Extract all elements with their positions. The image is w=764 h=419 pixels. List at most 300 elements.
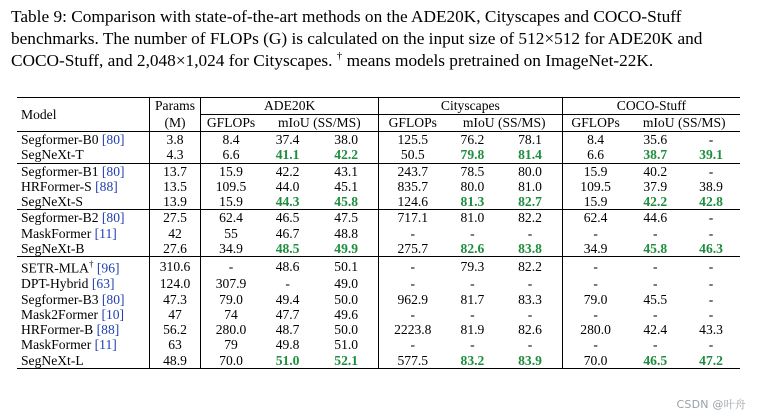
model-name: SegNeXt-S [21, 194, 83, 210]
table-cell [447, 226, 499, 241]
table-cell [314, 179, 378, 194]
city-gflops-cell: 125.5 [397, 132, 429, 147]
city-gflops-cell: - [410, 225, 416, 241]
table-cell [498, 241, 562, 257]
table-cell [314, 194, 378, 210]
table-cell [149, 257, 201, 276]
table-cell [378, 322, 446, 337]
table-cell [378, 292, 446, 307]
ade-gflops-cell: 8.4 [222, 132, 240, 147]
ade-miou-ms-cell: 50.0 [334, 291, 359, 307]
ade-miou-ss-cell: 48.7 [275, 322, 300, 338]
table-row [17, 337, 740, 352]
table-cell [682, 210, 740, 226]
coco-miou-ss-cell: - [652, 306, 658, 322]
table-cell [562, 292, 628, 307]
ade-miou-ms-cell: 45.8 [334, 194, 359, 210]
table-cell [314, 241, 378, 257]
dagger-mark: † [88, 259, 94, 270]
ade-miou-ss-cell: 49.8 [275, 337, 300, 353]
table-cell [447, 353, 499, 369]
table-cell [314, 132, 378, 148]
city-miou-ms-cell: - [527, 337, 533, 353]
table-cell [498, 353, 562, 369]
model-name-cell [17, 337, 149, 352]
city-miou-ss-cell: 79.8 [460, 147, 485, 163]
coco-miou-ms-cell: 38.9 [699, 178, 723, 194]
city-gflops-cell: 835.7 [397, 178, 429, 194]
city-miou-ss-cell: 81.7 [460, 291, 485, 307]
ade-miou-ms-cell: 42.2 [334, 147, 359, 163]
table-cell [562, 322, 628, 337]
table-cell [562, 194, 628, 210]
table-cell [682, 194, 740, 210]
coco-miou-ms-cell: - [708, 225, 714, 241]
table-cell [149, 292, 201, 307]
table-cell [378, 337, 446, 352]
table-row [17, 194, 740, 210]
coco-miou-ss-cell: 38.7 [643, 147, 668, 163]
model-name: SegNeXt-L [21, 352, 84, 368]
table-row [17, 226, 740, 241]
coco-miou-ms-cell: 39.1 [699, 147, 723, 163]
ade-miou-ms-cell: 49.9 [334, 241, 359, 257]
table-cell [682, 353, 740, 369]
table-cell [149, 276, 201, 291]
ade-miou-ms-cell: 52.1 [334, 352, 359, 368]
coco-gflops-cell: 70.0 [583, 352, 608, 368]
citation-link[interactable]: [10] [101, 306, 125, 322]
ade-miou-ss-cell: 48.6 [275, 259, 300, 275]
coco-gflops-cell: 62.4 [583, 210, 608, 226]
table-cell [314, 257, 378, 276]
table-cell [261, 194, 315, 210]
table-cell [498, 147, 562, 163]
table-cell [498, 292, 562, 307]
table-cell [628, 179, 682, 194]
table-cell [261, 147, 315, 163]
coco-gflops-cell: 15.9 [583, 194, 608, 210]
model-name-cell [17, 307, 149, 322]
table-cell [562, 353, 628, 369]
table-cell [628, 147, 682, 163]
table-cell [628, 194, 682, 210]
table-cell [447, 292, 499, 307]
coco-miou-ss-cell: 35.6 [643, 132, 668, 147]
coco-miou-ss-cell: 46.5 [643, 352, 668, 368]
model-name-cell [17, 257, 149, 276]
ade-gflops-cell: 15.9 [219, 163, 243, 179]
table-cell [498, 210, 562, 226]
header-coco-stuff: COCO-Stuff [562, 98, 740, 115]
coco-gflops-cell: - [593, 337, 598, 353]
ade-miou-ss-cell: 44.0 [275, 178, 300, 194]
table-row [17, 163, 740, 179]
table-cell [562, 241, 628, 257]
citation-link[interactable]: [11] [94, 337, 117, 353]
table-cell [562, 226, 628, 241]
ade-gflops-cell: 109.5 [215, 178, 247, 194]
ade-miou-ss-cell: 49.4 [275, 291, 300, 307]
params-cell: 27.6 [163, 241, 187, 257]
table-cell [628, 132, 682, 148]
table-cell [314, 292, 378, 307]
ade-miou-ms-cell: 38.0 [334, 132, 359, 147]
table-cell [628, 353, 682, 369]
ade-miou-ss-cell: 46.7 [275, 225, 300, 241]
table-cell [628, 337, 682, 352]
table-cell [149, 194, 201, 210]
citation-link[interactable]: [80] [101, 163, 125, 179]
table-cell [201, 241, 261, 257]
table-cell [149, 241, 201, 257]
table-row [17, 257, 740, 276]
coco-miou-ms-cell: 43.3 [699, 322, 723, 338]
ade-miou-ms-cell: 49.0 [334, 276, 359, 292]
coco-miou-ss-cell: 42.4 [643, 322, 668, 338]
table-cell [447, 194, 499, 210]
city-gflops-cell: - [410, 306, 416, 322]
coco-gflops-cell: - [593, 259, 598, 275]
table-cell [628, 307, 682, 322]
table-cell [447, 147, 499, 163]
model-name-cell [17, 132, 149, 148]
coco-gflops-cell: 6.6 [587, 147, 605, 163]
coco-miou-ms-cell: 47.2 [699, 352, 723, 368]
city-miou-ms-cell: 83.3 [518, 291, 542, 307]
table-row [17, 132, 740, 148]
table-cell [314, 337, 378, 352]
table-cell [498, 194, 562, 210]
table-row [17, 241, 740, 257]
coco-miou-ms-cell: - [708, 163, 714, 179]
table-cell [201, 210, 261, 226]
coco-gflops-cell: 79.0 [583, 291, 608, 307]
params-cell: 124.0 [159, 276, 191, 292]
city-gflops-cell: 124.6 [397, 194, 429, 210]
table-cell [682, 292, 740, 307]
table-cell [562, 257, 628, 276]
coco-miou-ms-cell: - [708, 276, 714, 292]
coco-gflops-cell: - [593, 306, 598, 322]
header-city-miou: mIoU (SS/MS) [447, 115, 563, 132]
model-name-cell [17, 210, 149, 226]
city-miou-ms-cell: - [527, 306, 533, 322]
table-cell [149, 322, 201, 337]
model-name-cell [17, 241, 149, 257]
model-name-cell [17, 179, 149, 194]
ade-gflops-cell: 62.4 [219, 210, 243, 226]
table-cell [498, 257, 562, 276]
table-cell [261, 322, 315, 337]
table-cell [498, 276, 562, 291]
watermark: CSDN @叶舟 [676, 398, 746, 411]
table-cell [314, 322, 378, 337]
params-cell: 13.9 [163, 194, 187, 210]
ade-miou-ss-cell: 41.1 [275, 147, 300, 163]
ade-gflops-cell: 34.9 [219, 241, 243, 257]
citation-link[interactable]: [11] [94, 225, 117, 241]
model-name-cell [17, 194, 149, 210]
city-miou-ms-cell: 80.0 [518, 163, 542, 179]
params-cell: 4.3 [166, 147, 184, 163]
table-cell [447, 257, 499, 276]
city-miou-ms-cell: 83.9 [518, 352, 542, 368]
ade-miou-ss-cell: - [285, 276, 290, 292]
table-cell [562, 337, 628, 352]
table-cell [498, 179, 562, 194]
ade-miou-ss-cell: 48.5 [275, 241, 300, 257]
ade-miou-ss-cell: 51.0 [275, 352, 300, 368]
city-gflops-cell: 50.5 [400, 147, 425, 163]
ade-miou-ms-cell: 50.1 [334, 259, 359, 275]
table-cell [628, 276, 682, 291]
model-name: HRFormer-S [21, 178, 92, 194]
caption-suffix: means models pretrained on ImageNet-22K. [346, 51, 654, 70]
table-cell [682, 226, 740, 241]
table-cell [314, 353, 378, 369]
ade-miou-ss-cell: 37.4 [275, 132, 300, 147]
params-cell: 48.9 [163, 352, 187, 368]
header-coco-gflops: GFLOPs [571, 115, 620, 130]
model-name: MaskFormer [21, 337, 92, 353]
caption-text: Table 9: Comparison with state-of-the-art methods on the ADE20K, Cityscapes and COCO-Stuff benchmarks. The number of FLOPs (G) is calculated on the input size of 512×512 for ADE20K and COCO-Stuff, and 2,048×1,024 for Cityscapes. [11, 7, 703, 70]
table-cell [201, 132, 261, 148]
header-coco-miou: mIoU (SS/MS) [642, 115, 726, 130]
ade-gflops-cell: 79 [224, 337, 238, 353]
table-row [17, 353, 740, 369]
table-cell [447, 163, 499, 179]
citation-link[interactable]: [88] [95, 178, 118, 194]
model-name: DPT-Hybrid [21, 276, 89, 292]
ade-miou-ms-cell: 43.1 [334, 163, 359, 179]
table-cell [682, 179, 740, 194]
city-miou-ms-cell: 82.2 [518, 259, 542, 275]
table-cell [498, 337, 562, 352]
coco-miou-ss-cell: - [652, 337, 658, 353]
params-cell: 310.6 [159, 259, 191, 275]
coco-miou-ms-cell: 46.3 [699, 241, 723, 257]
city-miou-ss-cell: - [470, 306, 475, 322]
city-miou-ms-cell: 81.0 [518, 178, 542, 194]
table-cell [201, 257, 261, 276]
table-cell [562, 307, 628, 322]
citation-link[interactable]: [80] [101, 132, 125, 147]
table-cell [201, 322, 261, 337]
citation-link[interactable]: [63] [91, 276, 115, 292]
city-miou-ss-cell: 81.3 [460, 194, 485, 210]
coco-miou-ms-cell: - [708, 291, 714, 307]
coco-gflops-cell: 34.9 [583, 241, 608, 257]
model-name: HRFormer-B [21, 322, 94, 338]
city-gflops-cell: 275.7 [397, 241, 429, 257]
city-miou-ms-cell: - [527, 276, 533, 292]
table-cell [261, 257, 315, 276]
table-cell [682, 307, 740, 322]
table-cell [498, 163, 562, 179]
city-miou-ss-cell: - [470, 337, 475, 353]
model-name: Mask2Former [21, 306, 99, 322]
table-cell [628, 292, 682, 307]
city-miou-ms-cell: 78.1 [518, 132, 542, 147]
city-miou-ss-cell: - [470, 225, 475, 241]
table-cell [149, 179, 201, 194]
table-caption [11, 6, 753, 72]
model-name: Segformer-B1 [21, 163, 99, 179]
model-name-cell [17, 292, 149, 307]
table-cell [628, 257, 682, 276]
table-cell [447, 241, 499, 257]
table-row [17, 147, 740, 163]
coco-miou-ms-cell: - [708, 210, 714, 226]
dagger-mark: † [336, 50, 343, 63]
table-cell [314, 226, 378, 241]
params-cell: 42 [168, 225, 182, 241]
table-cell [261, 337, 315, 352]
table-cell [149, 147, 201, 163]
ade-miou-ms-cell: 51.0 [334, 337, 359, 353]
coco-miou-ss-cell: 45.8 [643, 241, 668, 257]
table-cell [447, 179, 499, 194]
params-cell: 56.2 [163, 322, 187, 338]
table-cell [498, 307, 562, 322]
city-miou-ss-cell: - [470, 276, 475, 292]
table-cell [314, 307, 378, 322]
city-miou-ss-cell: 79.3 [460, 259, 485, 275]
table-cell [149, 353, 201, 369]
table-cell [314, 147, 378, 163]
header-ade-gflops: GFLOPs [206, 115, 256, 130]
model-name: MaskFormer [21, 225, 92, 241]
city-gflops-cell: 577.5 [397, 352, 429, 368]
table-cell [562, 132, 628, 148]
coco-gflops-cell: - [593, 225, 598, 241]
table-cell [314, 163, 378, 179]
table-cell [682, 276, 740, 291]
city-gflops-cell: - [410, 276, 416, 292]
city-gflops-cell: 717.1 [397, 210, 429, 226]
model-name: Segformer-B2 [21, 210, 99, 226]
ade-miou-ss-cell: 47.7 [275, 306, 300, 322]
table-cell [261, 292, 315, 307]
city-miou-ss-cell: 78.5 [460, 163, 485, 179]
model-name: SegNeXt-T [21, 147, 84, 163]
model-name-cell [17, 163, 149, 179]
table-cell [447, 322, 499, 337]
params-cell: 3.8 [166, 132, 184, 147]
ade-gflops-cell: 280.0 [215, 322, 247, 338]
coco-miou-ss-cell: - [652, 276, 658, 292]
coco-gflops-cell: 8.4 [587, 132, 605, 147]
citation-link[interactable]: [88] [96, 322, 120, 338]
citation-link[interactable]: [96] [96, 260, 120, 276]
city-gflops-cell: 962.9 [397, 291, 429, 307]
table-cell [447, 307, 499, 322]
params-cell: 27.5 [163, 210, 187, 226]
table-cell [682, 241, 740, 257]
table-cell [378, 194, 446, 210]
table-row [17, 292, 740, 307]
table-cell [201, 194, 261, 210]
table-cell [201, 179, 261, 194]
table-cell [628, 322, 682, 337]
city-miou-ss-cell: 80.0 [460, 178, 485, 194]
table-cell [261, 226, 315, 241]
city-miou-ms-cell: 81.4 [518, 147, 542, 163]
model-name-cell [17, 353, 149, 369]
model-name: SETR-MLA [21, 260, 89, 276]
citation-link[interactable]: [80] [101, 291, 125, 307]
city-miou-ms-cell: 82.2 [518, 210, 542, 226]
table-cell [261, 307, 315, 322]
table-cell [498, 322, 562, 337]
header-ade20k: ADE20K [201, 98, 379, 115]
table-row [17, 179, 740, 194]
table-cell [261, 241, 315, 257]
table-cell [628, 210, 682, 226]
params-cell: 13.7 [163, 163, 187, 179]
header-params: Params [149, 98, 201, 115]
coco-gflops-cell: - [593, 276, 598, 292]
coco-miou-ss-cell: 42.2 [643, 194, 668, 210]
table-cell [378, 179, 446, 194]
city-miou-ms-cell: 83.8 [518, 241, 542, 257]
table-cell [447, 337, 499, 352]
table-cell [682, 147, 740, 163]
table-row [17, 276, 740, 291]
coco-miou-ss-cell: 37.9 [643, 178, 668, 194]
table-cell [149, 226, 201, 241]
city-miou-ms-cell: - [527, 225, 533, 241]
ade-gflops-cell: 74 [224, 306, 238, 322]
citation-link[interactable]: [80] [101, 210, 125, 226]
table-cell [314, 210, 378, 226]
city-miou-ss-cell: 82.6 [460, 241, 485, 257]
table-cell [261, 353, 315, 369]
city-miou-ms-cell: 82.6 [518, 322, 542, 338]
table-cell [261, 276, 315, 291]
ade-gflops-cell: 307.9 [215, 276, 247, 292]
header-ade-miou: mIoU (SS/MS) [261, 115, 379, 132]
table-cell [149, 210, 201, 226]
coco-miou-ss-cell: 40.2 [643, 163, 668, 179]
ade-miou-ms-cell: 49.6 [334, 306, 359, 322]
ade-miou-ms-cell: 50.0 [334, 322, 359, 338]
table-row [17, 210, 740, 226]
table-cell [628, 163, 682, 179]
table-cell [447, 276, 499, 291]
table-cell [201, 292, 261, 307]
params-cell: 13.5 [163, 178, 187, 194]
city-miou-ms-cell: 82.7 [518, 194, 542, 210]
params-cell: 63 [168, 337, 182, 353]
header-row-1 [17, 98, 740, 115]
table-cell [149, 132, 201, 148]
table-cell [261, 179, 315, 194]
model-name-cell [17, 322, 149, 337]
params-cell: 47 [168, 306, 182, 322]
table-cell [628, 226, 682, 241]
table-cell [562, 179, 628, 194]
params-cell: 47.3 [163, 291, 187, 307]
table-cell [261, 163, 315, 179]
table-cell [201, 147, 261, 163]
table-cell [447, 210, 499, 226]
coco-miou-ss-cell: - [652, 225, 658, 241]
table-cell [201, 307, 261, 322]
table-cell [378, 276, 446, 291]
ade-miou-ss-cell: 42.2 [275, 163, 300, 179]
